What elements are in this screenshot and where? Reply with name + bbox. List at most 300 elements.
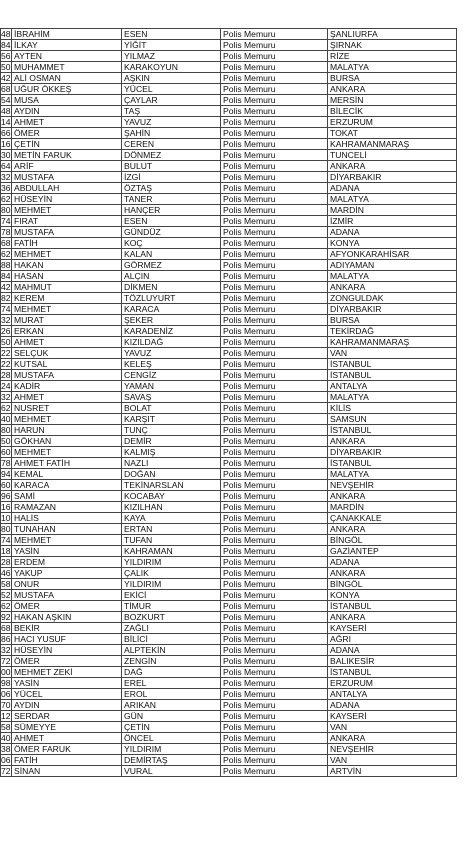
last-name-cell: ÖNCEL <box>122 733 221 744</box>
province-cell: ADANA <box>328 645 457 656</box>
province-cell: ANKARA <box>328 491 457 502</box>
table-row <box>1 84 457 95</box>
position-cell: Polis Memuru <box>221 656 328 667</box>
province-cell: NEVŞEHİR <box>328 744 457 755</box>
province-cell: KONYA <box>328 590 457 601</box>
table-row <box>1 172 457 183</box>
first-name-cell: YAKUP <box>12 568 122 579</box>
table-row <box>1 513 457 524</box>
last-name-cell: TUNÇ <box>122 425 221 436</box>
last-name-cell: TİMUR <box>122 601 221 612</box>
table-row <box>1 73 457 84</box>
position-cell: Polis Memuru <box>221 425 328 436</box>
personnel-table <box>0 28 457 777</box>
table-row <box>1 722 457 733</box>
province-cell: BİLECİK <box>328 106 457 117</box>
province-cell: BİNGÖL <box>328 579 457 590</box>
table-row <box>1 502 457 513</box>
position-cell: Polis Memuru <box>221 150 328 161</box>
first-name-cell: AYDIN <box>12 106 122 117</box>
position-cell: Polis Memuru <box>221 711 328 722</box>
table-row <box>1 139 457 150</box>
table-row <box>1 95 457 106</box>
last-name-cell: YILDIRIM <box>122 579 221 590</box>
province-cell: GAZİANTEP <box>328 546 457 557</box>
province-cell: BURSA <box>328 73 457 84</box>
last-name-cell: DAĞ <box>122 667 221 678</box>
province-cell: ARTVİN <box>328 766 457 777</box>
first-name-cell: SİNAN <box>12 766 122 777</box>
first-name-cell: MEHMET ZEKİ <box>12 667 122 678</box>
last-name-cell: ERTAN <box>122 524 221 535</box>
province-cell: İSTANBUL <box>328 667 457 678</box>
position-cell: Polis Memuru <box>221 84 328 95</box>
last-name-cell: YAMAN <box>122 381 221 392</box>
table-row <box>1 128 457 139</box>
first-name-cell: HAKAN <box>12 260 122 271</box>
row-number-cell: 16 <box>1 502 11 512</box>
province-cell: KONYA <box>328 238 457 249</box>
row-number-cell: 40 <box>1 733 11 743</box>
last-name-cell: İZGİ <box>122 172 221 183</box>
province-cell: BALIKESİR <box>328 656 457 667</box>
table-row <box>1 601 457 612</box>
province-cell: KAYSERİ <box>328 711 457 722</box>
last-name-cell: YILDIRIM <box>122 744 221 755</box>
first-name-cell: AYTEN <box>12 51 122 62</box>
province-cell: İSTANBUL <box>328 601 457 612</box>
last-name-cell: VURAL <box>122 766 221 777</box>
province-cell: RİZE <box>328 51 457 62</box>
first-name-cell: KUTSAL <box>12 359 122 370</box>
first-name-cell: ÖMER <box>12 128 122 139</box>
first-name-cell: ABDULLAH <box>12 183 122 194</box>
last-name-cell: ESEN <box>122 29 221 40</box>
table-row <box>1 337 457 348</box>
row-number-cell: 56 <box>1 51 11 61</box>
first-name-cell: KADİR <box>12 381 122 392</box>
position-cell: Polis Memuru <box>221 271 328 282</box>
position-cell: Polis Memuru <box>221 381 328 392</box>
province-cell: TEKİRDAĞ <box>328 326 457 337</box>
table-row <box>1 744 457 755</box>
first-name-cell: AHMET <box>12 392 122 403</box>
table-row <box>1 29 457 40</box>
last-name-cell: KELEŞ <box>122 359 221 370</box>
province-cell: MALATYA <box>328 194 457 205</box>
last-name-cell: NAZLI <box>122 458 221 469</box>
position-cell: Polis Memuru <box>221 458 328 469</box>
province-cell: İSTANBUL <box>328 359 457 370</box>
row-number-cell: 06 <box>1 689 11 699</box>
province-cell: DİYARBAKIR <box>328 172 457 183</box>
table-row <box>1 249 457 260</box>
table-row <box>1 414 457 425</box>
last-name-cell: ESEN <box>122 216 221 227</box>
row-number-cell: 78 <box>1 227 11 237</box>
row-number-cell: 50 <box>1 337 11 347</box>
last-name-cell: YİĞİT <box>122 40 221 51</box>
first-name-cell: HARUN <box>12 425 122 436</box>
row-number-cell: 28 <box>1 557 11 567</box>
row-number-cell: 60 <box>1 447 11 457</box>
row-number-cell: 18 <box>1 546 11 556</box>
first-name-cell: YÜCEL <box>12 689 122 700</box>
row-number-cell: 66 <box>1 128 11 138</box>
first-name-cell: HAKAN AŞKIN <box>12 612 122 623</box>
row-number-cell: 42 <box>1 73 11 83</box>
province-cell: MALATYA <box>328 62 457 73</box>
table-row <box>1 667 457 678</box>
row-number-cell: 84 <box>1 271 11 281</box>
province-cell: BURSA <box>328 315 457 326</box>
row-number-cell: 62 <box>1 601 11 611</box>
first-name-cell: İBRAHİM <box>12 29 122 40</box>
province-cell: ADANA <box>328 183 457 194</box>
last-name-cell: KARAKOYUN <box>122 62 221 73</box>
first-name-cell: MEHMET <box>12 304 122 315</box>
province-cell: ŞIRNAK <box>328 40 457 51</box>
position-cell: Polis Memuru <box>221 238 328 249</box>
position-cell: Polis Memuru <box>221 161 328 172</box>
position-cell: Polis Memuru <box>221 612 328 623</box>
row-number-cell: 38 <box>1 744 11 754</box>
province-cell: DİYARBAKIR <box>328 447 457 458</box>
last-name-cell: YILDIRIM <box>122 557 221 568</box>
first-name-cell: HALİS <box>12 513 122 524</box>
first-name-cell: MAHMUT <box>12 282 122 293</box>
row-number-cell: 50 <box>1 62 11 72</box>
first-name-cell: ALİ OSMAN <box>12 73 122 84</box>
last-name-cell: KARADENİZ <box>122 326 221 337</box>
last-name-cell: KAHRAMAN <box>122 546 221 557</box>
position-cell: Polis Memuru <box>221 73 328 84</box>
first-name-cell: BEKİR <box>12 623 122 634</box>
last-name-cell: TÖZLUYURT <box>122 293 221 304</box>
province-cell: ANKARA <box>328 612 457 623</box>
last-name-cell: KIZILDAĞ <box>122 337 221 348</box>
first-name-cell: HASAN <box>12 271 122 282</box>
first-name-cell: HÜSEYİN <box>12 645 122 656</box>
province-cell: AFYONKARAHİSAR <box>328 249 457 260</box>
row-number-cell: 80 <box>1 205 11 215</box>
position-cell: Polis Memuru <box>221 590 328 601</box>
row-number-cell: 46 <box>1 568 11 578</box>
last-name-cell: ZENGİN <box>122 656 221 667</box>
row-number-cell: 88 <box>1 260 11 270</box>
last-name-cell: GÖRMEZ <box>122 260 221 271</box>
last-name-cell: TEKİNARSLAN <box>122 480 221 491</box>
row-number-cell: 32 <box>1 315 11 325</box>
position-cell: Polis Memuru <box>221 766 328 777</box>
position-cell: Polis Memuru <box>221 678 328 689</box>
table-row <box>1 392 457 403</box>
first-name-cell: YASİN <box>12 678 122 689</box>
province-cell: ANKARA <box>328 161 457 172</box>
first-name-cell: MEHMET <box>12 447 122 458</box>
first-name-cell: HÜSEYİN <box>12 194 122 205</box>
table-row <box>1 689 457 700</box>
row-number-cell: 84 <box>1 40 11 50</box>
position-cell: Polis Memuru <box>221 403 328 414</box>
table-row <box>1 645 457 656</box>
province-cell: ANKARA <box>328 568 457 579</box>
row-number-cell: 72 <box>1 656 11 666</box>
province-cell: KAHRAMANMARAŞ <box>328 139 457 150</box>
province-cell: ANKARA <box>328 733 457 744</box>
last-name-cell: ALPTEKİN <box>122 645 221 656</box>
first-name-cell: SÜMEYYE <box>12 722 122 733</box>
last-name-cell: CEREN <box>122 139 221 150</box>
table-body <box>1 29 457 777</box>
row-number-cell: 48 <box>1 106 11 116</box>
position-cell: Polis Memuru <box>221 117 328 128</box>
table-row <box>1 590 457 601</box>
first-name-cell: KEREM <box>12 293 122 304</box>
position-cell: Polis Memuru <box>221 667 328 678</box>
row-number-cell: 68 <box>1 84 11 94</box>
table-row <box>1 403 457 414</box>
table-row <box>1 458 457 469</box>
last-name-cell: YILMAZ <box>122 51 221 62</box>
last-name-cell: ÖZTAŞ <box>122 183 221 194</box>
table-row <box>1 150 457 161</box>
position-cell: Polis Memuru <box>221 62 328 73</box>
province-cell: İZMİR <box>328 216 457 227</box>
last-name-cell: DİKMEN <box>122 282 221 293</box>
position-cell: Polis Memuru <box>221 601 328 612</box>
province-cell: ANKARA <box>328 84 457 95</box>
position-cell: Polis Memuru <box>221 722 328 733</box>
position-cell: Polis Memuru <box>221 315 328 326</box>
last-name-cell: YAVUZ <box>122 117 221 128</box>
position-cell: Polis Memuru <box>221 733 328 744</box>
province-cell: ERZURUM <box>328 117 457 128</box>
row-number-cell: 22 <box>1 348 11 358</box>
table-row <box>1 557 457 568</box>
province-cell: MALATYA <box>328 469 457 480</box>
province-cell: ANKARA <box>328 524 457 535</box>
position-cell: Polis Memuru <box>221 227 328 238</box>
province-cell: ANTALYA <box>328 381 457 392</box>
position-cell: Polis Memuru <box>221 348 328 359</box>
position-cell: Polis Memuru <box>221 370 328 381</box>
first-name-cell: TUNAHAN <box>12 524 122 535</box>
last-name-cell: KARŞIT <box>122 414 221 425</box>
province-cell: DİYARBAKIR <box>328 304 457 315</box>
table-row <box>1 579 457 590</box>
province-cell: MARDİN <box>328 502 457 513</box>
last-name-cell: KALMIŞ <box>122 447 221 458</box>
last-name-cell: ZAĞLI <box>122 623 221 634</box>
position-cell: Polis Memuru <box>221 524 328 535</box>
row-number-cell: 96 <box>1 491 11 501</box>
table-row <box>1 271 457 282</box>
row-number-cell: 10 <box>1 513 11 523</box>
province-cell: İSTANBUL <box>328 370 457 381</box>
last-name-cell: GÜN <box>122 711 221 722</box>
table-row <box>1 524 457 535</box>
last-name-cell: TANER <box>122 194 221 205</box>
last-name-cell: DEMİRTAŞ <box>122 755 221 766</box>
first-name-cell: MUSTAFA <box>12 227 122 238</box>
row-number-cell: 58 <box>1 722 11 732</box>
row-number-cell: 86 <box>1 634 11 644</box>
row-number-cell: 62 <box>1 194 11 204</box>
first-name-cell: ONUR <box>12 579 122 590</box>
table-row <box>1 678 457 689</box>
table-row <box>1 216 457 227</box>
row-number-cell: 68 <box>1 238 11 248</box>
first-name-cell: ARİF <box>12 161 122 172</box>
last-name-cell: TAŞ <box>122 106 221 117</box>
position-cell: Polis Memuru <box>221 755 328 766</box>
position-cell: Polis Memuru <box>221 304 328 315</box>
first-name-cell: AHMET <box>12 117 122 128</box>
table-row <box>1 293 457 304</box>
table-row <box>1 656 457 667</box>
row-number-cell: 32 <box>1 172 11 182</box>
first-name-cell: SAMİ <box>12 491 122 502</box>
first-name-cell: KEMAL <box>12 469 122 480</box>
first-name-cell: FATİH <box>12 238 122 249</box>
first-name-cell: SELÇUK <box>12 348 122 359</box>
row-number-cell: 42 <box>1 282 11 292</box>
table-row <box>1 62 457 73</box>
province-cell: KAHRAMANMARAŞ <box>328 337 457 348</box>
province-cell: VAN <box>328 722 457 733</box>
position-cell: Polis Memuru <box>221 392 328 403</box>
last-name-cell: KOCABAY <box>122 491 221 502</box>
row-number-cell: 40 <box>1 414 11 424</box>
row-number-cell: 32 <box>1 645 11 655</box>
position-cell: Polis Memuru <box>221 40 328 51</box>
first-name-cell: HACI YUSUF <box>12 634 122 645</box>
row-number-cell: 00 <box>1 667 11 677</box>
first-name-cell: MEHMET <box>12 414 122 425</box>
row-number-cell: 78 <box>1 458 11 468</box>
table-row <box>1 447 457 458</box>
first-name-cell: MUSTAFA <box>12 590 122 601</box>
table-row <box>1 304 457 315</box>
first-name-cell: MURAT <box>12 315 122 326</box>
table-row <box>1 205 457 216</box>
last-name-cell: TUFAN <box>122 535 221 546</box>
table-row <box>1 315 457 326</box>
position-cell: Polis Memuru <box>221 183 328 194</box>
first-name-cell: NUSRET <box>12 403 122 414</box>
province-cell: MALATYA <box>328 392 457 403</box>
row-number-cell: 14 <box>1 117 11 127</box>
table-row <box>1 106 457 117</box>
position-cell: Polis Memuru <box>221 249 328 260</box>
row-number-cell: 80 <box>1 425 11 435</box>
last-name-cell: ALÇIN <box>122 271 221 282</box>
province-cell: ZONGULDAK <box>328 293 457 304</box>
last-name-cell: YÜCEL <box>122 84 221 95</box>
row-number-cell: 54 <box>1 95 11 105</box>
last-name-cell: DÖNMEZ <box>122 150 221 161</box>
row-number-cell: 72 <box>1 766 11 776</box>
last-name-cell: HANÇER <box>122 205 221 216</box>
position-cell: Polis Memuru <box>221 568 328 579</box>
first-name-cell: MEHMET <box>12 535 122 546</box>
province-cell: ANTALYA <box>328 689 457 700</box>
first-name-cell: ÖMER <box>12 601 122 612</box>
position-cell: Polis Memuru <box>221 535 328 546</box>
position-cell: Polis Memuru <box>221 326 328 337</box>
row-number-cell: 74 <box>1 216 11 226</box>
table-row <box>1 238 457 249</box>
row-number-cell: 28 <box>1 370 11 380</box>
last-name-cell: DEMİR <box>122 436 221 447</box>
row-number-cell: 92 <box>1 612 11 622</box>
province-cell: BİNGÖL <box>328 535 457 546</box>
province-cell: KAYSERİ <box>328 623 457 634</box>
position-cell: Polis Memuru <box>221 216 328 227</box>
table-row <box>1 711 457 722</box>
province-cell: ANKARA <box>328 436 457 447</box>
first-name-cell: ERKAN <box>12 326 122 337</box>
province-cell: ADANA <box>328 557 457 568</box>
last-name-cell: EREL <box>122 678 221 689</box>
position-cell: Polis Memuru <box>221 513 328 524</box>
first-name-cell: MUSTAFA <box>12 172 122 183</box>
position-cell: Polis Memuru <box>221 744 328 755</box>
row-number-cell: 26 <box>1 326 11 336</box>
province-cell: TUNCELİ <box>328 150 457 161</box>
last-name-cell: BULUT <box>122 161 221 172</box>
row-number-cell: 60 <box>1 480 11 490</box>
first-name-cell: MUSA <box>12 95 122 106</box>
last-name-cell: ŞEKER <box>122 315 221 326</box>
position-cell: Polis Memuru <box>221 172 328 183</box>
table-row <box>1 348 457 359</box>
position-cell: Polis Memuru <box>221 557 328 568</box>
row-number-cell: 36 <box>1 183 11 193</box>
table-row <box>1 480 457 491</box>
last-name-cell: EROL <box>122 689 221 700</box>
position-cell: Polis Memuru <box>221 337 328 348</box>
row-number-cell: 30 <box>1 150 11 160</box>
table-row <box>1 183 457 194</box>
first-name-cell: UĞUR ÖKKEŞ <box>12 84 122 95</box>
position-cell: Polis Memuru <box>221 293 328 304</box>
row-number-cell: 22 <box>1 359 11 369</box>
first-name-cell: ÇETİN <box>12 139 122 150</box>
first-name-cell: GÖKHAN <box>12 436 122 447</box>
first-name-cell: AHMET <box>12 337 122 348</box>
province-cell: KİLİS <box>328 403 457 414</box>
row-number-cell: 58 <box>1 579 11 589</box>
first-name-cell: KARACA <box>12 480 122 491</box>
position-cell: Polis Memuru <box>221 491 328 502</box>
last-name-cell: KARACA <box>122 304 221 315</box>
table-row <box>1 755 457 766</box>
position-cell: Polis Memuru <box>221 469 328 480</box>
row-number-cell: 68 <box>1 623 11 633</box>
position-cell: Polis Memuru <box>221 546 328 557</box>
province-cell: ANKARA <box>328 282 457 293</box>
row-number-cell: 12 <box>1 711 11 721</box>
province-cell: TOKAT <box>328 128 457 139</box>
row-number-cell: 70 <box>1 700 11 710</box>
position-cell: Polis Memuru <box>221 414 328 425</box>
last-name-cell: ÇALIK <box>122 568 221 579</box>
first-name-cell: YASİN <box>12 546 122 557</box>
last-name-cell: CENGİZ <box>122 370 221 381</box>
province-cell: MALATYA <box>328 271 457 282</box>
